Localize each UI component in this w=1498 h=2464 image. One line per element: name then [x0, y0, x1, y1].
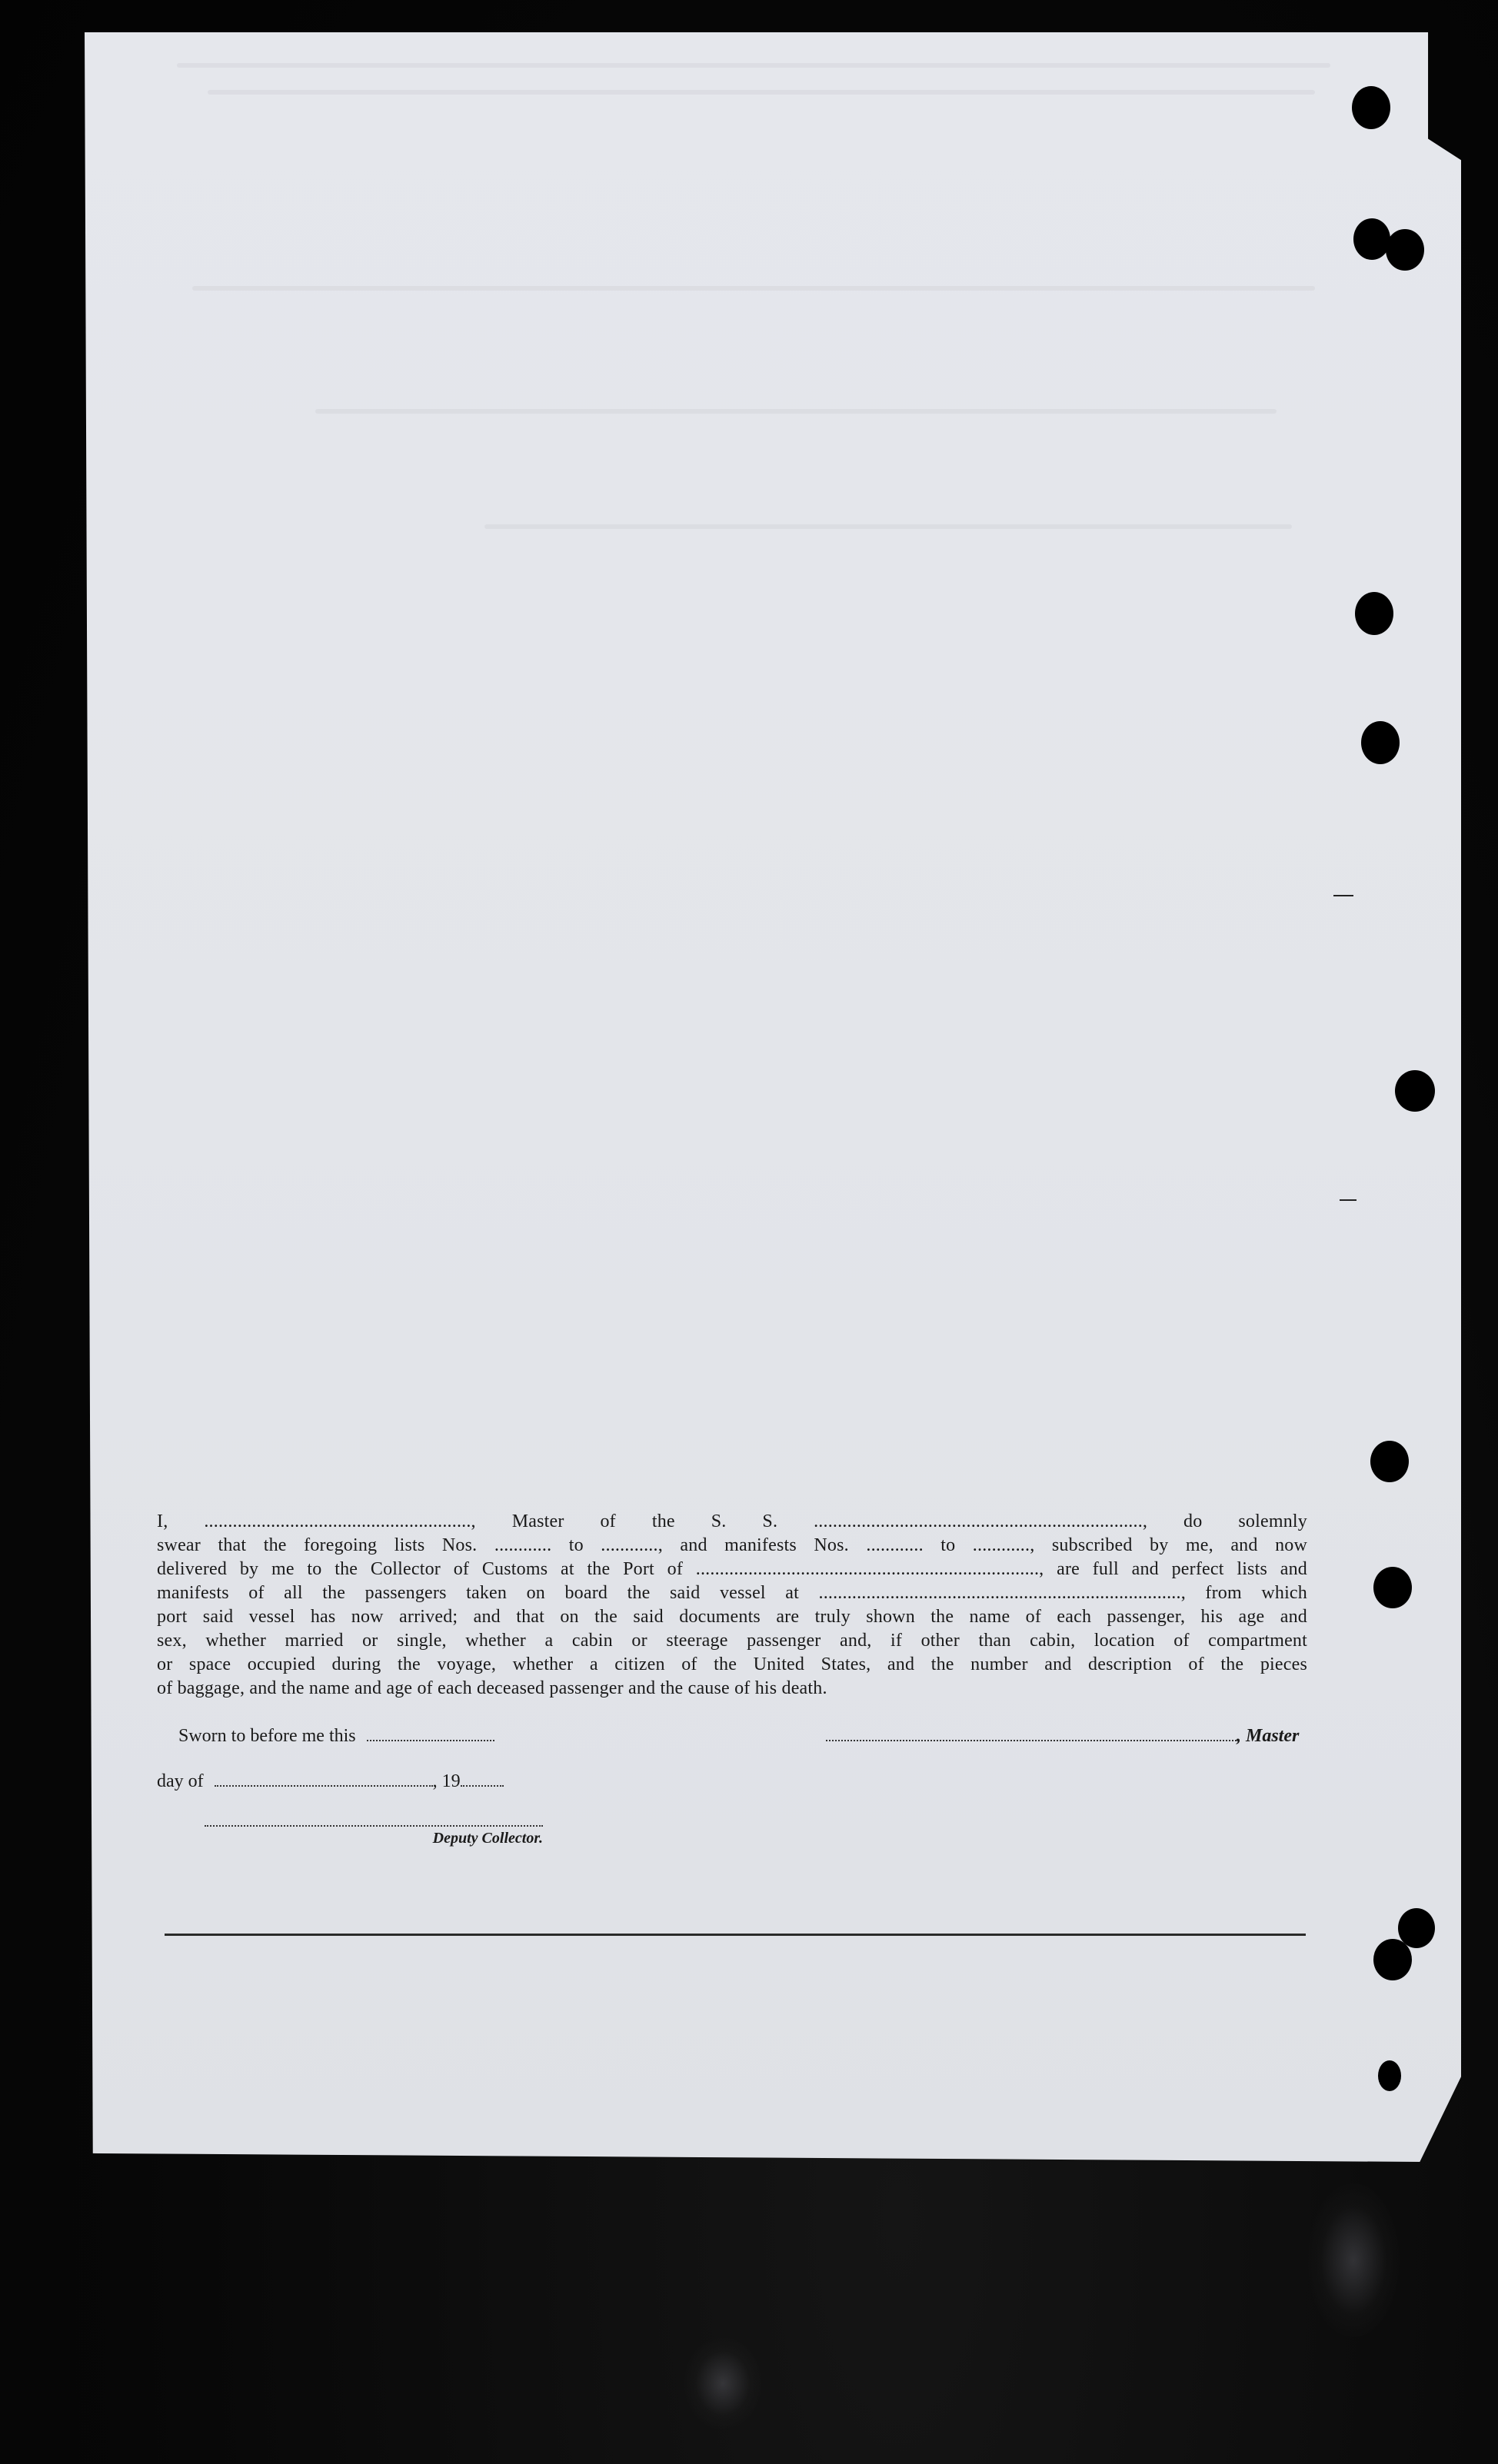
- day-blank: [215, 1771, 433, 1787]
- punch-hole: [1395, 1070, 1435, 1112]
- punch-hole: [1352, 86, 1390, 129]
- oath-paragraph: [157, 1510, 1307, 1701]
- year-blank: [461, 1771, 504, 1787]
- oath-line-2: swear that the foregoing lists Nos. ............ to ............, and manifests Nos. ............ to ............, subscribed by me, and now: [157, 1535, 1307, 1555]
- margin-tick: [1340, 1199, 1357, 1201]
- sworn-line: [178, 1726, 494, 1747]
- year-label: , 19: [432, 1771, 461, 1791]
- master-signature-blank: [826, 1726, 1237, 1741]
- oath-line-6: sex, whether married or single, whether a cabin or steerage passenger and, if other than cabin, location of compartment: [157, 1631, 1307, 1651]
- punch-hole: [1373, 1939, 1412, 1980]
- scanner-glare: [684, 2337, 761, 2429]
- bleed-through-line: [177, 63, 1330, 68]
- margin-tick: [1333, 895, 1353, 896]
- scanner-glare: [1307, 2183, 1400, 2337]
- punch-hole: [1378, 2060, 1401, 2091]
- bleed-through-line: [315, 409, 1277, 414]
- punch-hole: [1353, 218, 1390, 260]
- oath-line-8: of baggage, and the name and age of each deceased passenger and the cause of his death.: [157, 1678, 827, 1698]
- bleed-through-line: [192, 286, 1315, 291]
- bleed-through-line: [208, 90, 1315, 95]
- punch-hole: [1373, 1567, 1412, 1608]
- day-line: [157, 1771, 504, 1792]
- oath-line-4: manifests of all the passengers taken on board the said vessel at ............................................................................, from which: [157, 1583, 1307, 1603]
- punch-hole: [1370, 1441, 1409, 1482]
- bleed-through-line: [484, 524, 1292, 529]
- master-label: , Master: [1237, 1726, 1300, 1746]
- punch-hole: [1355, 592, 1393, 635]
- master-signature-line: [826, 1726, 1299, 1747]
- oath-line-7: or space occupied during the voyage, whether a citizen of the United States, and the number and description of the pieces: [157, 1654, 1307, 1674]
- punch-hole: [1361, 721, 1400, 764]
- oath-line-1: I, ........................................................, Master of the S. S. ....................................................................., do solemnly: [157, 1511, 1307, 1531]
- deputy-collector-label: Deputy Collector.: [205, 1825, 543, 1847]
- punch-hole: [1386, 229, 1424, 271]
- sworn-blank: [367, 1726, 494, 1741]
- bottom-rule: [165, 1934, 1306, 1936]
- sworn-label: Sworn to before me this: [178, 1726, 356, 1746]
- day-of-label: day of: [157, 1771, 204, 1791]
- oath-line-3: delivered by me to the Collector of Customs at the Port of ........................................................................, are full and perfect lists and: [157, 1559, 1307, 1579]
- oath-line-5: port said vessel has now arrived; and that on the said documents are truly shown the name of each passenger, his age and: [157, 1607, 1307, 1627]
